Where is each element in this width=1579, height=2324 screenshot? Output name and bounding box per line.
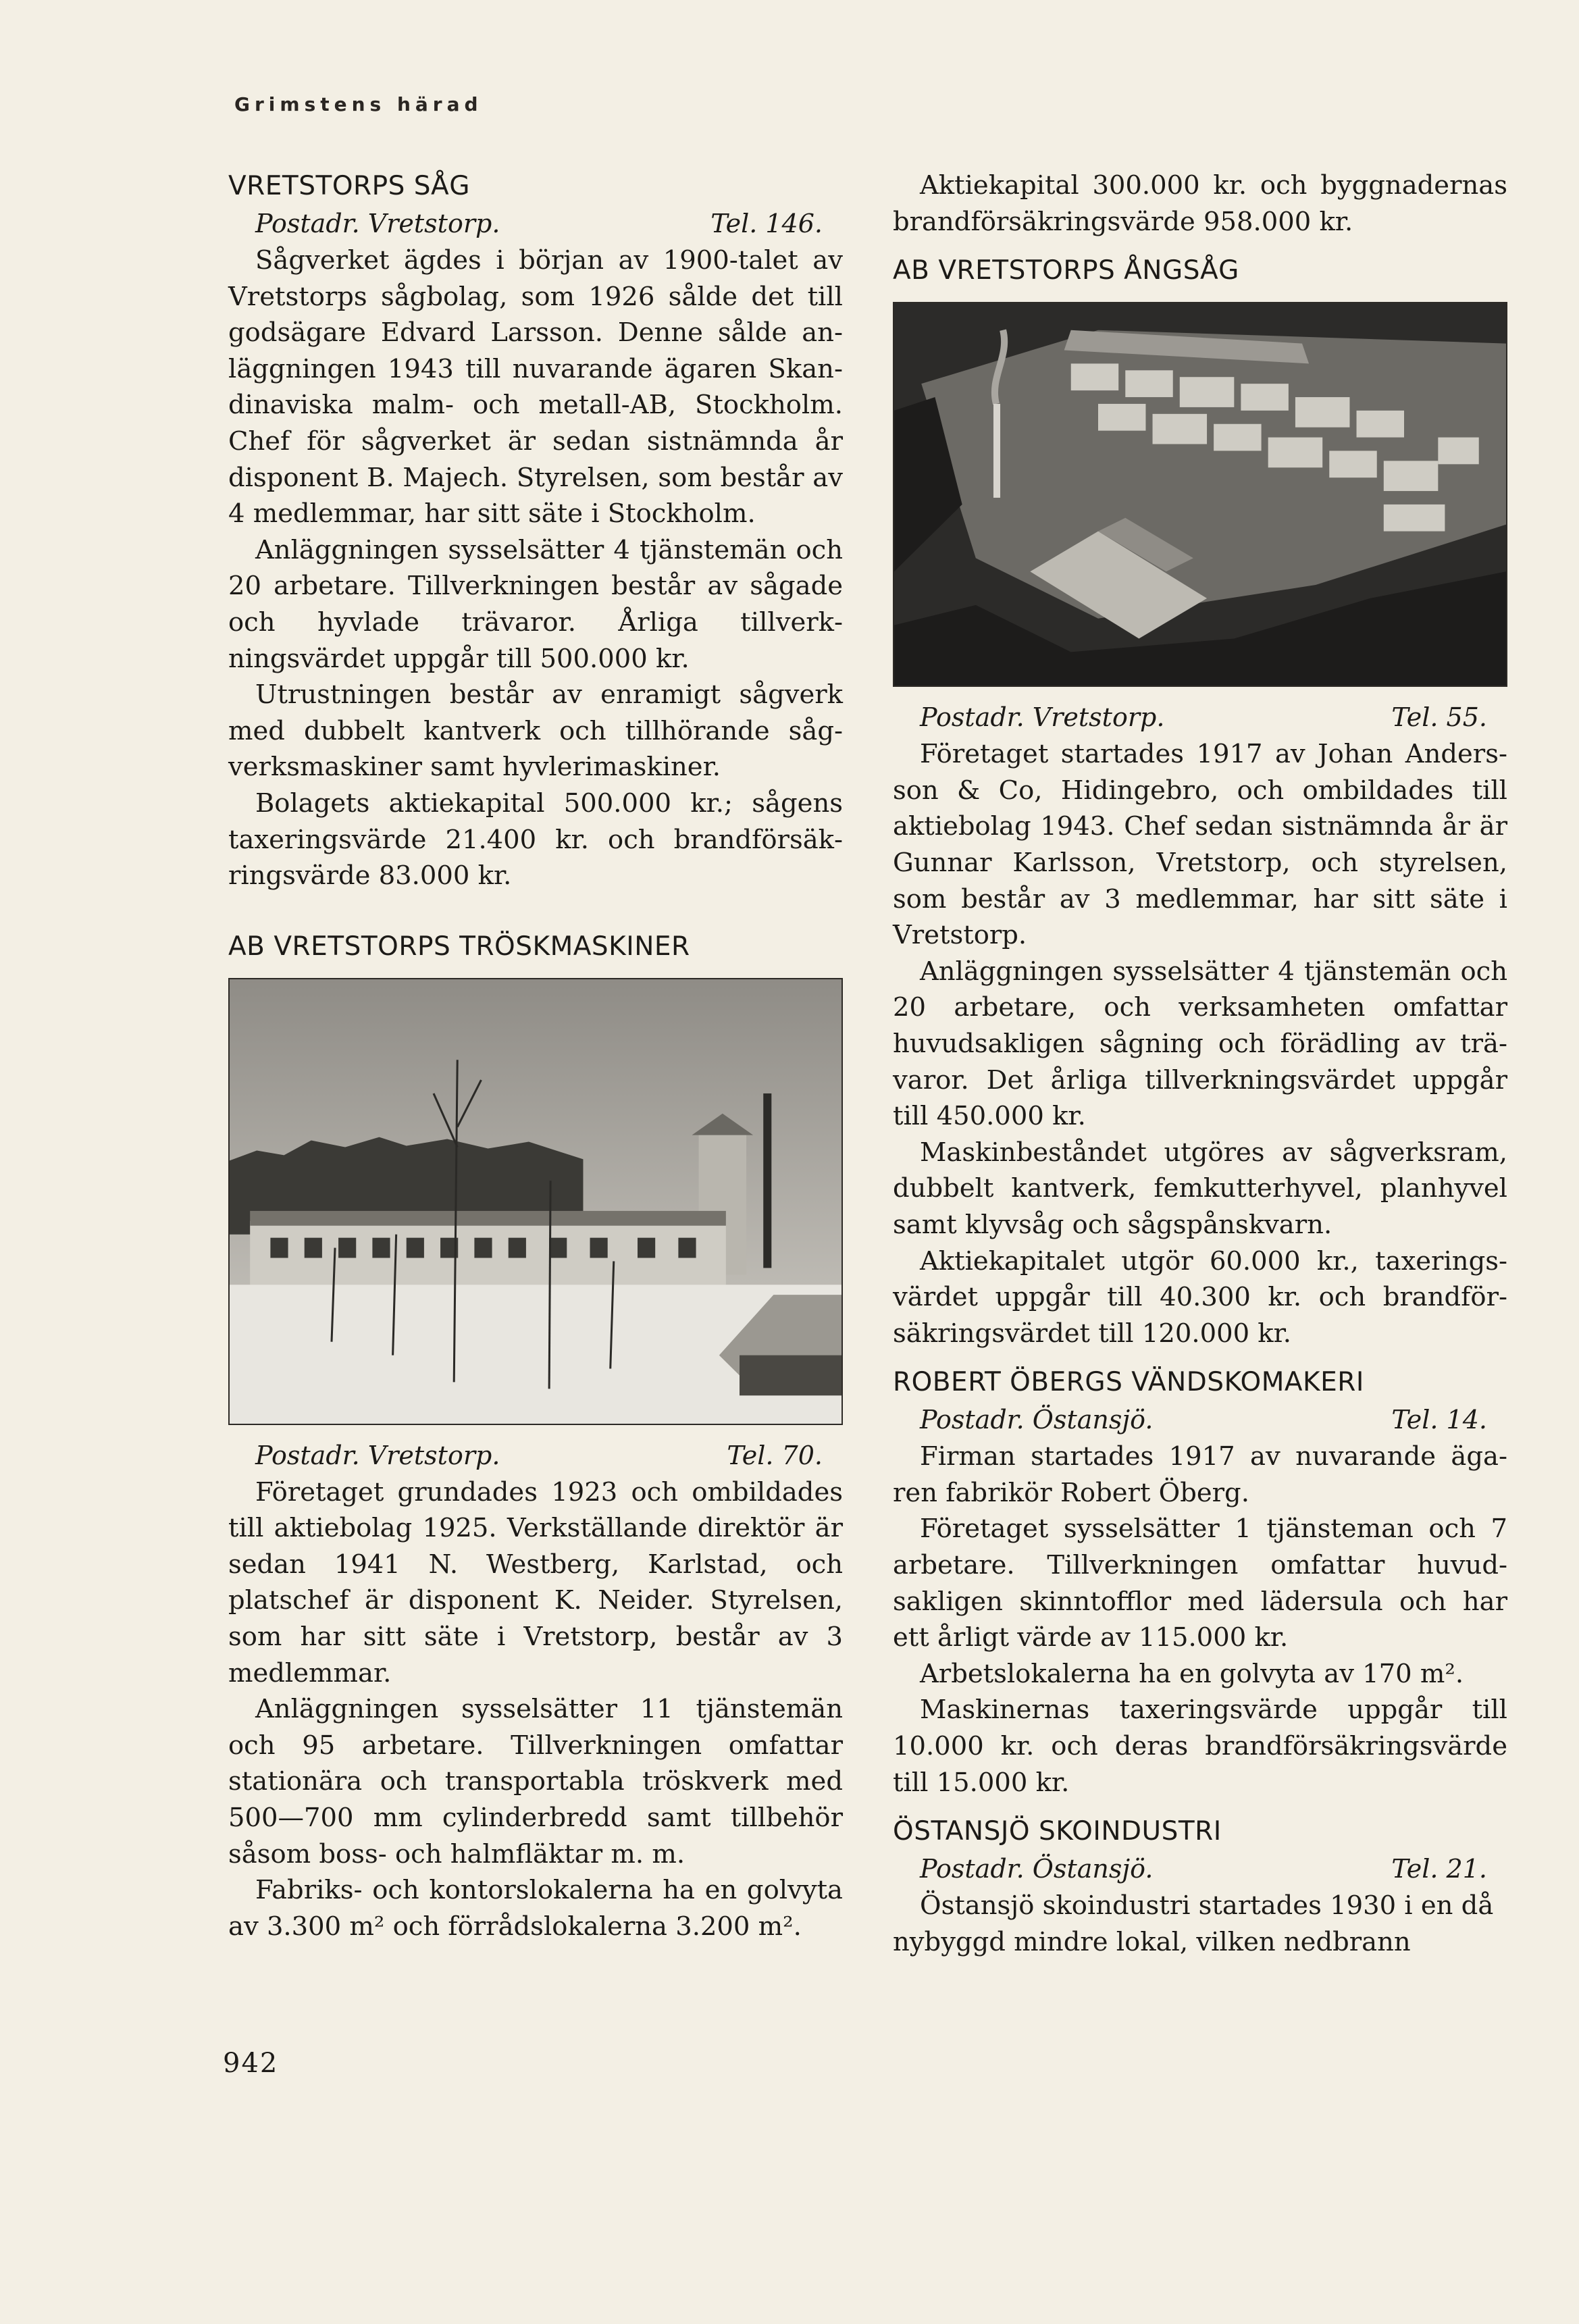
paragraph: Anläggningen sysselsätter 4 tjänstemän och 20 arbetare, och verksamheten omfattar huvudsakligen sågning och förädling av trävaror. Det årliga tillverkningsvärdet uppgår till 450.000 kr.: [893, 956, 1507, 1132]
paragraph: Fabriks- och kontorslokalerna ha en golvyta av 3.300 m² och förrådslokalerna 3.200 m².: [228, 1875, 843, 1942]
paragraph: Firman startades 1917 av nuvarande ägaren fabrikör Robert Öberg.: [893, 1441, 1507, 1508]
paragraph: Aktiekapitalet utgör 60.000 kr., taxeringsvärdet uppgår till 40.300 kr. och brandförsäkringsvärdet till 120.000 kr.: [893, 1245, 1507, 1349]
telephone: Tel. 70.: [727, 1440, 823, 1470]
paragraph: Företaget grundades 1923 och ombildades till aktiebolag 1925. Verkställande direktör är sedan 1941 N. Westberg, Karlstad, och platschef är disponent K. Neider. Styrelsen, som har sitt säte i Vretstorp, består av 3 medlemmar.: [228, 1476, 843, 1688]
paragraph: Utrustningen består av enramigt sågverk med dubbelt kantverk och tillhörande sågverksmaskiner samt hyvlerimaskiner.: [228, 679, 843, 783]
sawmill-aerial-photo: [893, 302, 1507, 687]
telephone: Tel. 14.: [1391, 1405, 1487, 1435]
factory-photo-image: [230, 979, 842, 1424]
postal-address: Postadr. Vretstorp.: [920, 702, 1165, 733]
telephone: Tel. 21.: [1391, 1854, 1487, 1884]
paragraph: Arbetslokalerna ha en golvyta av 170 m².: [920, 1658, 1464, 1689]
entry-heading-skoindustri: ÖSTANSJÖ SKOINDUSTRI: [893, 1816, 1222, 1847]
left-column: [228, 167, 843, 1944]
contact-line: [228, 205, 843, 242]
paragraph: Östansjö skoindustri startades 1930 i en då nybyggd mindre lokal, vilken nedbrann: [893, 1890, 1494, 1957]
paragraph: Sågverket ägdes i början av 1900-talet av Vretstorps sågbolag, som 1926 sålde det till godsägare Edvard Larsson. Denne sålde anläggningen 1943 till nuvarande ägaren Skandinaviska malm- och metall-AB, Stockholm. Chef för sågverket är sedan sistnämnda år disponent B. Majech. Styrelsen, som består av 4 medlemmar, har sitt säte i Stockholm.: [228, 245, 843, 530]
entry-heading-vretstorps-sag: VRETSTORPS SÅG: [228, 171, 470, 201]
contact-line: [893, 699, 1507, 736]
paragraph: Bolagets aktiekapital 500.000 kr.; sågens taxeringsvärde 21.400 kr. och brandförsäkringsvärde 83.000 kr.: [228, 787, 843, 892]
postal-address: Postadr. Vretstorp.: [255, 209, 500, 238]
telephone: Tel. 146.: [710, 209, 823, 238]
postal-address: Postadr. Östansjö.: [920, 1405, 1154, 1435]
entry-heading-vandskomakeri: ROBERT ÖBERGS VÄNDSKOMAKERI: [893, 1367, 1364, 1398]
postal-address: Postadr. Östansjö.: [920, 1854, 1154, 1884]
continued-paragraph: Aktiekapital 300.000 kr. och byggnadernas brandförsäkringsvärde 958.000 kr.: [893, 170, 1507, 237]
contact-line: [228, 1437, 843, 1474]
entry-heading-troskmaskiner: AB VRETSTORPS TRÖSKMASKINER: [228, 931, 690, 962]
contact-line: [893, 1851, 1507, 1888]
factory-winter-photo: [228, 978, 843, 1425]
telephone: Tel. 55.: [1391, 702, 1487, 733]
entry-heading-angsag: AB VRETSTORPS ÅNGSÅG: [893, 255, 1239, 286]
paragraph: Maskinbeståndet utgöres av sågverksram, dubbelt kantverk, femkutterhyvel, planhyvel samt klyvsåg och sågspånskvarn.: [893, 1137, 1507, 1240]
paragraph: Maskinernas taxeringsvärde uppgår till 10.000 kr. och deras brandförsäkringsvärde till 15.000 kr.: [893, 1695, 1507, 1798]
paragraph: Anläggningen sysselsätter 11 tjänstemän och 95 arbetare. Tillverkningen omfattar stationära och transportabla tröskverk med 500—700 mm cylinderbredd samt tillbehör såsom boss- och halmfläktar m. m.: [228, 1694, 843, 1869]
sawmill-photo-image: [894, 303, 1506, 686]
page-number: 942: [223, 2048, 279, 2079]
postal-address: Postadr. Vretstorp.: [255, 1440, 500, 1470]
running-head: Grimstens härad: [234, 93, 483, 115]
paragraph: Företaget startades 1917 av Johan Andersson & Co, Hidingebro, och ombildades till aktiebolag 1943. Chef sedan sistnämnda år är Gunnar Karlsson, Vretstorp, och styrelsen, som består av 3 medlemmar, har sitt säte i Vretstorp.: [893, 739, 1507, 951]
contact-line: [893, 1401, 1507, 1439]
paragraph: Anläggningen sysselsätter 4 tjänstemän och 20 arbetare. Tillverkningen består av sågade och hyvlade trävaror. Årliga tillverkningsvärdet uppgår till 500.000 kr.: [228, 534, 843, 674]
right-column: [893, 167, 1507, 1960]
paragraph: Företaget sysselsätter 1 tjänsteman och 7 arbetare. Tillverkningen omfattar huvudsakligen skinntofflor med lädersula och har ett årligt värde av 115.000 kr.: [893, 1514, 1507, 1653]
